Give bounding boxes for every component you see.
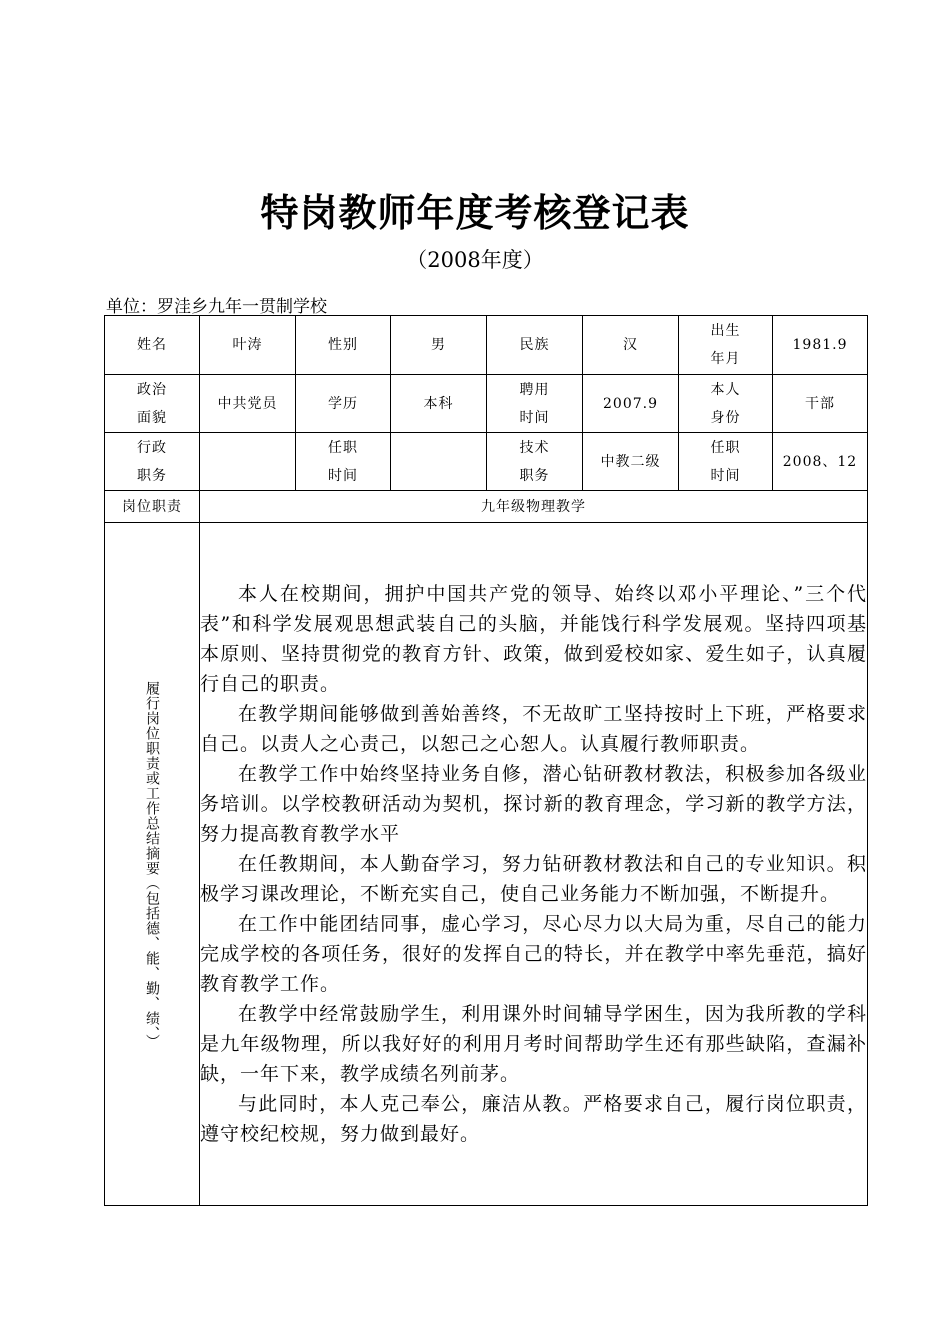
gender-label: 性别 [296, 316, 391, 375]
identity-label-line-1: 本人 [710, 381, 741, 398]
table-row [105, 316, 868, 375]
identity-label [679, 375, 773, 433]
tech-label [487, 433, 583, 491]
summary-paragraph: 与此同时，本人克己奉公，廉洁从教。严格要求自己，履行岗位职责，遵守校纪校规，努力做到最好。 [200, 1093, 867, 1145]
summary-paragraph: 在教学期间能够做到善始善终，不无故旷工坚持按时上下班，严格要求自己。以责人之心责己，以恕己之心恕人。认真履行教师职责。 [200, 703, 867, 755]
term2-label-line-1: 任职 [710, 439, 741, 456]
education-label: 学历 [296, 375, 391, 433]
summary-paragraph: 本人在校期间，拥护中国共产党的领导、始终以邓小平理论、”三个代表”和科学发展观思想武装自己的头脑，并能饯行科学发展观。坚持四项基本原则、坚持贯彻党的教育方针、政策，做到爱校如家、爱生如子，认真履行自己的职责。 [200, 583, 867, 695]
hire-value: 2007.9 [583, 375, 679, 433]
political-label-line-2: 面貌 [137, 409, 167, 426]
admin-label [105, 433, 200, 491]
summary-paragraph: 在工作中能团结同事，虚心学习，尽心尽力以大局为重，尽自己的能力完成学校的各项任务，很好的发挥自己的特长，并在教学中率先垂范，搞好教育教学工作。 [200, 913, 867, 995]
duty-value: 九年级物理教学 [200, 491, 868, 523]
ethnicity-value: 汉 [583, 316, 679, 375]
table-row [105, 375, 868, 433]
name-value: 叶涛 [200, 316, 296, 375]
tech-label-line-2: 职务 [519, 467, 550, 484]
table-row [105, 491, 868, 523]
table-row [105, 523, 868, 1206]
term-value [391, 433, 487, 491]
summary-paragraph: 在任教期间，本人勤奋学习，努力钻研教材教法和自己的专业知识。积极学习课改理论，不断充实自己，使自己业务能力不断加强，不断提升。 [200, 853, 867, 905]
political-value: 中共党员 [200, 375, 296, 433]
term2-label-line-2: 时间 [710, 467, 741, 484]
term-label [296, 433, 391, 491]
hire-label-line-2: 时间 [519, 409, 550, 426]
birth-label-line-2: 年月 [710, 351, 741, 367]
summary-paragraph: 在教学工作中始终坚持业务自修，潜心钻研教材教法，积极参加各级业务培训。以学校教研活动为契机，探讨新的教育理念，学习新的教学方法，努力提高教育教学水平 [200, 763, 867, 845]
admin-label-line-2: 职务 [137, 467, 167, 484]
page-subtitle: （2008年度） [406, 248, 544, 272]
identity-label-line-2: 身份 [710, 409, 741, 426]
term-label-line-1: 任职 [328, 439, 358, 456]
assessment-form-table [104, 315, 868, 1206]
tech-label-line-1: 技术 [519, 439, 550, 456]
term-label-line-2: 时间 [328, 467, 358, 484]
admin-label-line-1: 行政 [137, 439, 167, 456]
ethnicity-label: 民族 [487, 316, 583, 375]
political-label-line-1: 政治 [137, 381, 167, 398]
birth-label [679, 316, 773, 375]
term2-label [679, 433, 773, 491]
duty-label: 岗位职责 [105, 491, 200, 523]
birth-value: 1981.9 [773, 316, 868, 375]
summary-body [200, 523, 868, 1206]
page-title: 特岗教师年度考核登记表 [260, 191, 690, 235]
gender-value: 男 [391, 316, 487, 375]
summary-label-cell [105, 523, 200, 1206]
identity-value: 干部 [773, 375, 868, 433]
tech-value: 中教二级 [583, 433, 679, 491]
table-row [105, 433, 868, 491]
summary-paragraph: 在教学中经常鼓励学生，利用课外时间辅导学困生，因为我所教的学科是九年级物理，所以我好好的利用月考时间帮助学生还有那些缺陷，查漏补缺，一年下来，教学成绩名列前茅。 [200, 1003, 867, 1085]
hire-label [487, 375, 583, 433]
admin-value [200, 433, 296, 491]
political-label [105, 375, 200, 433]
education-value: 本科 [391, 375, 487, 433]
birth-label-line-1: 出生 [710, 323, 741, 339]
term2-value: 2008、12 [773, 433, 868, 491]
hire-label-line-1: 聘用 [519, 381, 550, 398]
name-label: 姓名 [105, 316, 200, 375]
summary-label: 履行岗位职责或工作总结摘要（包括德、能、勤、绩、） [144, 681, 160, 1049]
unit-label: 单位：罗洼乡九年一贯制学校 [106, 297, 327, 317]
